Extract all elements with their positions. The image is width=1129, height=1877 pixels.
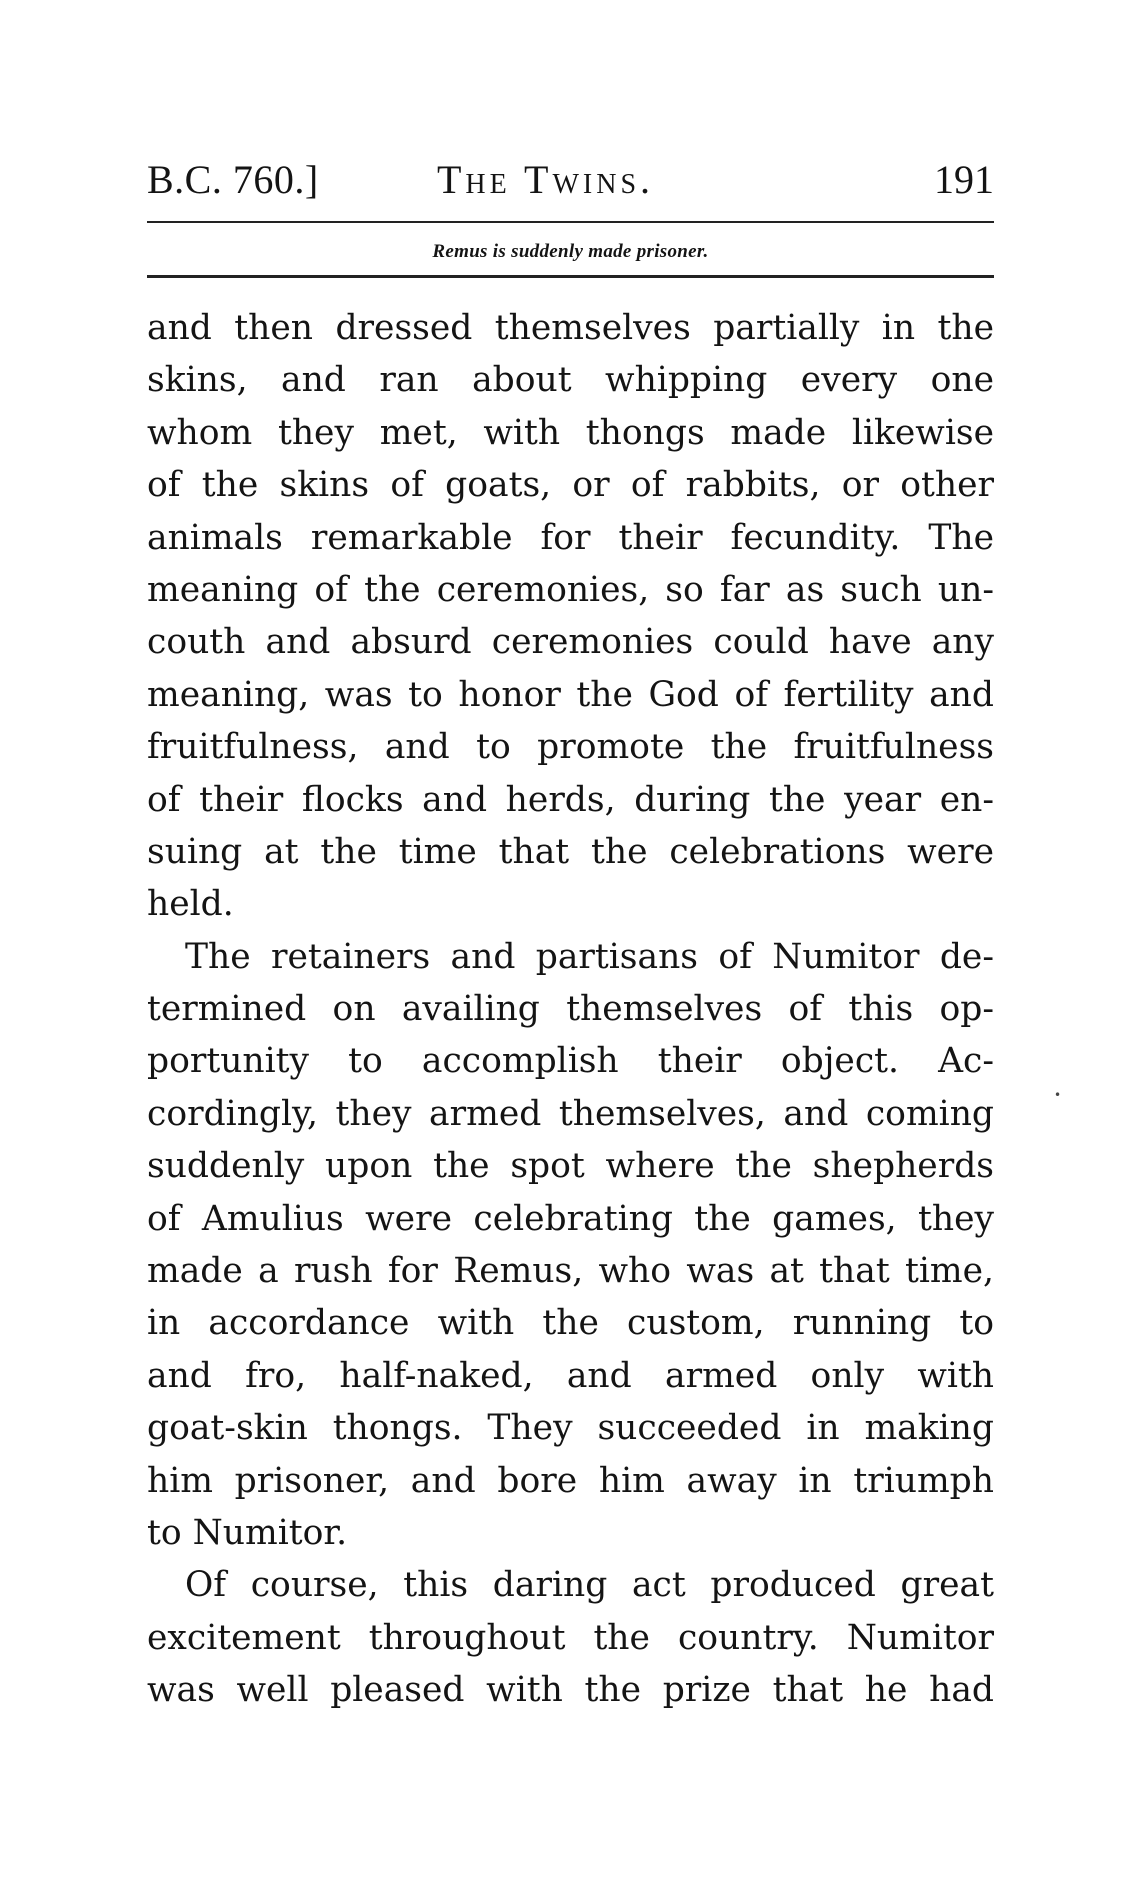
- header-rule-top: [147, 221, 994, 223]
- text-line: goat-skin thongs. They succeeded in making: [147, 1408, 994, 1449]
- text-line: to Numitor.: [147, 1512, 348, 1553]
- text-line: him prisoner, and bore him away in triumph: [147, 1460, 994, 1501]
- text-line: excitement throughout the country. Numitor: [147, 1617, 994, 1658]
- text-line: of the skins of goats, or of rabbits, or other: [147, 465, 994, 506]
- text-line: fruitfulness, and to promote the fruitfulness: [147, 727, 994, 768]
- header-title: The Twins.: [437, 157, 655, 202]
- text-line: was well pleased with the prize that he had: [147, 1670, 994, 1711]
- text-line: and then dressed themselves partially in the: [147, 308, 994, 348]
- page-subheading: Remus is suddenly made prisoner.: [432, 241, 709, 262]
- text-line: Of course, this daring act produced great: [185, 1565, 994, 1606]
- paragraph-1: [147, 302, 994, 931]
- page-number: 191: [934, 157, 994, 202]
- ink-speck: •: [1054, 1088, 1062, 1102]
- text-line: whom they met, with thongs made likewise: [147, 412, 994, 453]
- text-line: held.: [147, 884, 234, 925]
- text-line: portunity to accomplish their object. Ac-: [147, 1041, 994, 1082]
- header-date: B.C. 760.]: [147, 157, 319, 202]
- text-line: cordingly, they armed themselves, and coming: [147, 1093, 994, 1134]
- paragraph-2: [147, 931, 994, 1560]
- running-header: [147, 158, 994, 218]
- text-line: of Amulius were celebrating the games, they: [147, 1198, 994, 1239]
- header-rule-bottom: [147, 275, 994, 278]
- text-line: meaning, was to honor the God of fertility and: [147, 674, 994, 715]
- text-line: and fro, half-naked, and armed only with: [147, 1355, 994, 1396]
- text-line: meaning of the ceremonies, so far as such un-: [147, 569, 994, 610]
- text-line: skins, and ran about whipping every one: [147, 360, 994, 401]
- text-line: termined on availing themselves of this op-: [147, 989, 994, 1030]
- text-line: made a rush for Remus, who was at that time,: [147, 1251, 994, 1292]
- body-text: [147, 302, 994, 1717]
- text-line: suddenly upon the spot where the shepherds: [147, 1146, 994, 1187]
- paragraph-3: [147, 1559, 994, 1716]
- text-line: of their flocks and herds, during the year en-: [147, 779, 994, 820]
- text-line: suing at the time that the celebrations were: [147, 831, 994, 872]
- text-line: The retainers and partisans of Numitor de-: [185, 936, 994, 977]
- text-line: in accordance with the custom, running to: [147, 1303, 994, 1344]
- text-line: animals remarkable for their fecundity. The: [147, 517, 994, 558]
- text-line: couth and absurd ceremonies could have any: [147, 622, 994, 663]
